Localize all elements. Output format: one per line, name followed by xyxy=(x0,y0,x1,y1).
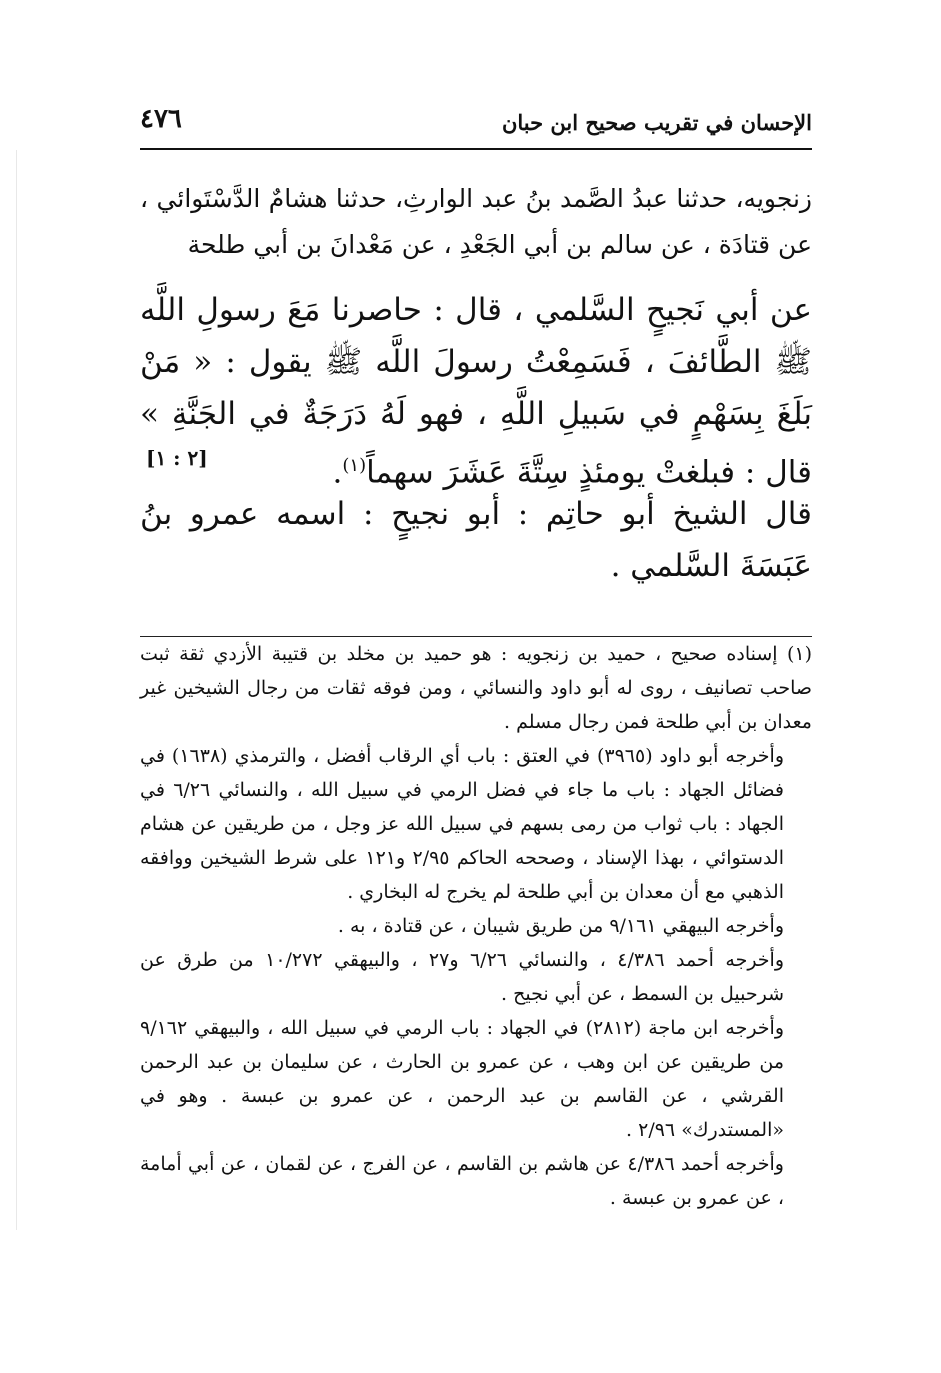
footnote-paragraph: وأخرجه أبو داود (٣٩٦٥) في العتق : باب أي الرقاب أفضل ، والترمذي (١٦٣٨) في فضائل الجهاد : باب ما جاء في فضل الرمي في سبيل الله ، والنسائي ٦/٢٦ في الجهاد : باب ثواب من رمى بسهم في سبيل الله عز وجل ، من طريقين عن هشام الدستوائي ، بهذا الإسناد ، وصححه الحاكم ٢/٩٥ و١٢١ على شرط الشيخين ووافقه الذهبي مع أن معدان بن أبي طلحة لم يخرج له البخاري . xyxy=(140,745,785,903)
hadith-reference: [٢ : ١] xyxy=(146,446,208,470)
footnote-1: (١) إسناده صحيح ، حميد بن زنجويه : هو حميد بن مخلد بن قتيبة الأزدي ثقة ثبت صاحب تصانيف ، روى له أبو داود والنسائي ، ومن فوقه ثقات من رجال الشيخين غير معدان بن أبي طلحة فمن رجال مسلم . xyxy=(140,643,812,733)
footnote-paragraph: وأخرجه البيهقي ٩/١٦١ من طريق شيبان ، عن قتادة ، به . xyxy=(337,915,784,937)
footnote-marker: (١) xyxy=(342,455,367,476)
footnote-paragraph: وأخرجه أحمد ٤/٣٨٦ ، والنسائي ٦/٢٦ و٢٧ ، والبيهقي ١٠/٢٧٢ من طرق عن شرحبيل بن السمط ، عن أبي نجيح . xyxy=(140,949,785,1005)
page-number: ٤٧٦ xyxy=(140,104,182,134)
scan-edge-line xyxy=(16,150,17,1230)
hadith-matn-end: . xyxy=(332,454,343,491)
footnotes-section xyxy=(140,636,812,1215)
footnote-paragraph: وأخرجه أحمد ٤/٣٨٦ عن هاشم بن القاسم ، عن الفرج ، عن لقمان ، عن أبي أمامة ، عن عمرو بن عبسة . xyxy=(140,1153,784,1209)
page-header xyxy=(140,102,812,150)
footnote-paragraph: وأخرجه ابن ماجة (٢٨١٢) في الجهاد : باب الرمي في سبيل الله ، والبيهقي ٩/١٦٢ من طريقين عن ابن وهب ، عن عمرو بن الحارث ، عن سليمان بن عبد الرحمن القرشي ، عن القاسم بن عبد الرحمن ، عن عمرو بن عبسة . وهو في «المستدرك» ٢/٩٦ . xyxy=(140,1017,785,1141)
hadith-isnad: زنجويه، حدثنا عبدُ الصَّمد بنُ عبد الوارثِ، حدثنا هشامٌ الدَّسْتَوائي ، عن قتادَة ، عن سالم بن أبي الجَعْدِ ، عن مَعْدانَ بن أبي طلحة xyxy=(140,184,812,259)
running-title: الإحسان في تقريب صحيح ابن حبان xyxy=(501,110,812,135)
hadith-matn xyxy=(140,284,812,498)
hadith-matn-text: عن أبي نَجيحٍ السَّلمي ، قال : حاصرنا مَعَ رسولِ اللَّه ﷺ الطَّائفَ ، فَسَمِعْتُ رسولَ اللَّه ﷺ يقول : « مَنْ بَلَغَ بِسَهْمٍ في سَبيلِ اللَّهِ ، فهو لَهُ دَرَجَةٌ في الجَنَّةِ » قال : فبلغتْ يومئذٍ سِتَّةَ عَشَرَ سهماً xyxy=(140,292,812,491)
shaykh-note: قال الشيخ أبو حاتِم : أبو نجيحٍ : اسمه عمرو بنُ عَبَسَةَ السَّلمي . xyxy=(140,496,812,584)
